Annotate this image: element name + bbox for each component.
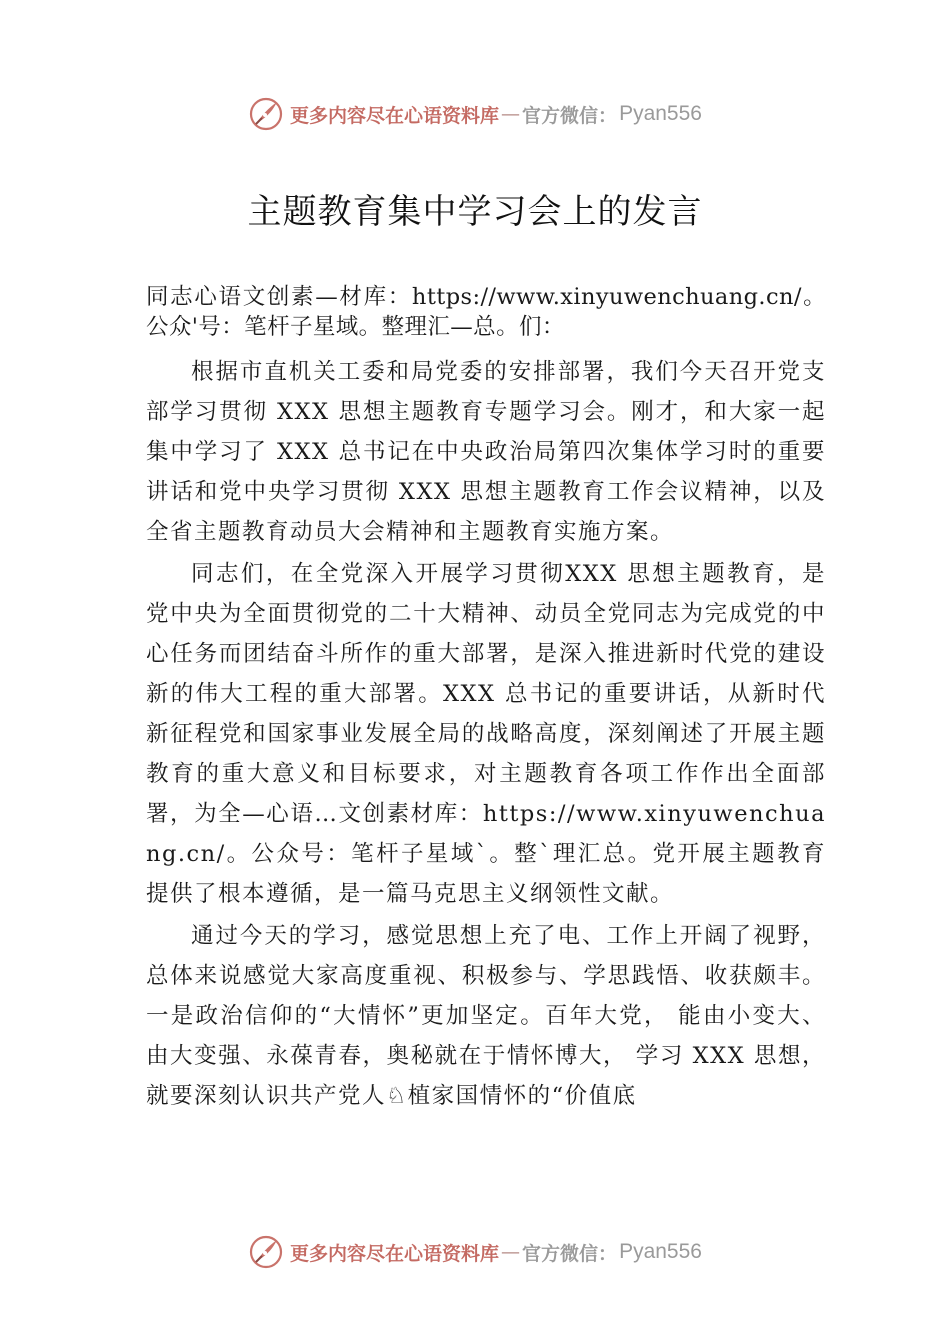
paragraph: 根据市直机关工委和局党委的安排部署，我们今天召开党支部学习贯彻 XXX 思想主题教育专题学习会。刚才，和大家一起集中学习了 XXX 总书记在中央政治局第四次集体学习时的重要讲话和党中央学习贯彻 XXX 思想主题教育工作会议精神，以及全省主题教育动员大会精神和主题教育实施方案。	[146, 359, 826, 545]
quill-pen-logo-icon	[248, 1234, 284, 1270]
banner-dash: —	[501, 1241, 521, 1263]
banner-brand-text: 更多内容尽在心语资料库	[290, 104, 500, 127]
quill-pen-logo-icon	[248, 96, 284, 132]
banner-wechat-label: 官方微信：	[522, 1242, 618, 1265]
document-title: 主题教育集中学习会上的发言	[247, 192, 703, 232]
paragraph: 通过今天的学习，感觉思想上充了电、工作上开阔了视野，总体来说感觉大家高度重视、积极参与、学思践悟、收获颇丰。一是政治信仰的“大情怀”更加坚定。百年大党， 能由小变大、由大变强、永葆青春，奥秘就在于情怀博大， 学习 XXX 思想，就要深刻认识共产党人♘植家国情怀的“价值底	[146, 923, 826, 1109]
banner-account: Pyan556	[619, 102, 702, 125]
banner-brand-text: 更多内容尽在心语资料库	[290, 1242, 500, 1265]
header-banner	[0, 94, 950, 134]
footer-banner	[0, 1232, 950, 1272]
banner-dash: —	[501, 103, 521, 125]
banner-wechat-label: 官方微信：	[522, 104, 618, 127]
paragraph: 同志们，在全党深入开展学习贯彻XXX 思想主题教育，是党中央为全面贯彻党的二十大精神、动员全党同志为完成党的中心任务而团结奋斗所作的重大部署，是深入推进新时代党的建设新的伟大工程的重大部署。XXX 总书记的重要讲话，从新时代新征程党和国家事业发展全局的战略高度，深刻阐述了开展主题教育的重大意义和目标要求，对主题教育各项工作作出全面部署，为全—心语…文创素材库：https://www.xinyuwenchuang.cn/。公众号：笔杆子星域`。整`理汇总。党开展主题教育提供了根本遵循，是一篇马克思主义纲领性文献。	[146, 561, 826, 907]
document-body	[146, 282, 826, 1118]
salutation: 同志心语文创素—材库：https://www.xinyuwenchuang.cn/。公众'号：笔杆子星域。整理汇—总。们：	[146, 284, 826, 340]
banner-account: Pyan556	[619, 1240, 702, 1263]
